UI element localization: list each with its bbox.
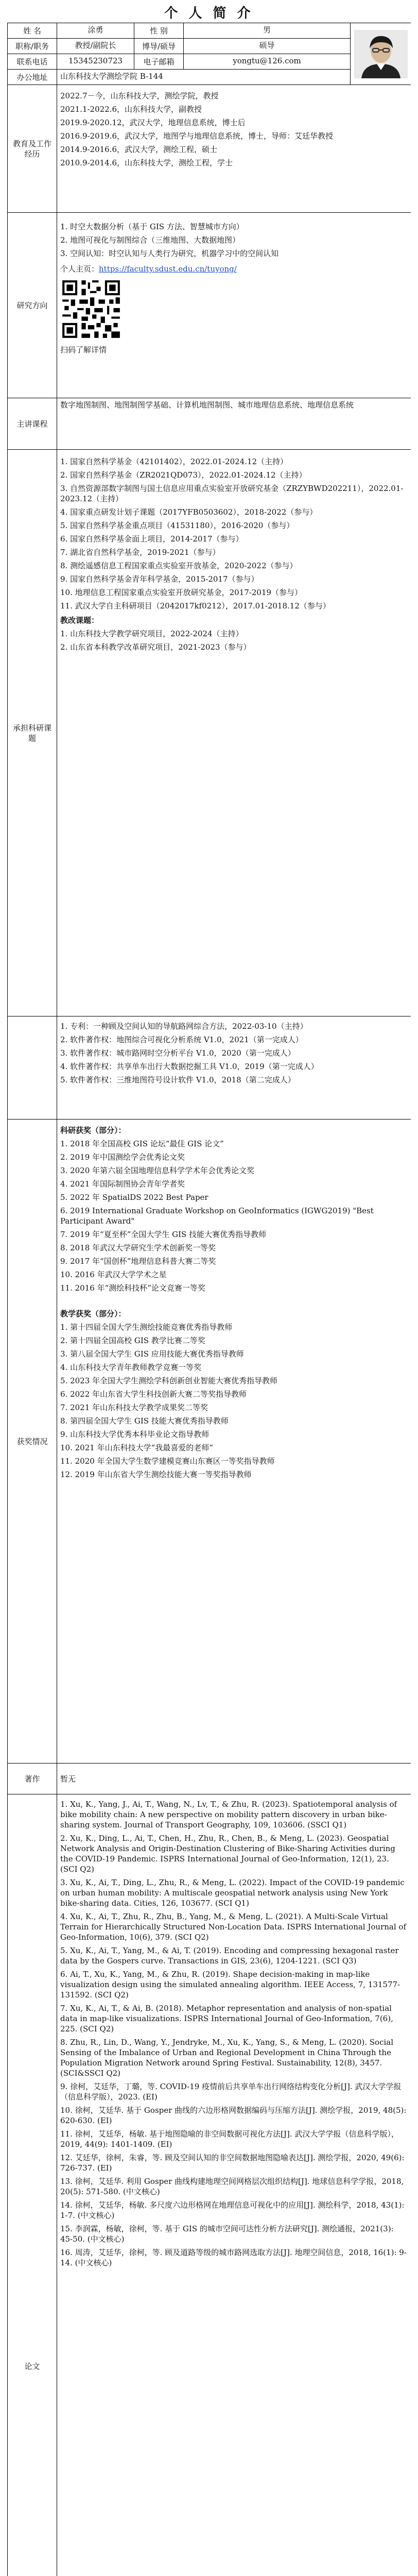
photo-cell <box>351 23 411 85</box>
paper-item: 7. Xu, K., Ai, T., & Ai, B. (2018). Metaphor representation and analysis of non-spatial data in map-like visualizations. ISPRS International Journal of Geo-Information, 7(6), 225. (SCI Q2) <box>60 2004 393 2033</box>
education-item: 2019.9-2020.12，武汉大学，地理信息系统，博士后 <box>60 118 246 127</box>
courses-content: 数字地图制图、地图制图学基础、计算机地图制图、城市地理信息系统、地理信息系统 <box>57 398 411 450</box>
teaching-award-item: 2. 第十四届全国高校 GIS 教学比赛二等奖 <box>60 1336 205 1345</box>
research-content <box>57 213 411 398</box>
project-item: 8. 测绘遥感信息工程国家重点实验室开放基金，2020-2022（参与） <box>60 561 298 570</box>
homepage-prefix: 个人主页： <box>60 264 99 274</box>
teaching-award-item: 6. 2022 年山东省大学生科技创新大赛二等奖指导教师 <box>60 1389 247 1399</box>
person-portrait-icon <box>354 30 408 78</box>
project-item: 2. 国家自然科学基金（ZR2021QD073），2022.01-2024.12（主持） <box>60 470 307 480</box>
research-award-item: 1. 2018 年全国高校 GIS 论坛“最佳 GIS 论文” <box>60 1139 224 1148</box>
education-item: 2010.9-2014.6，山东科技大学，测绘工程，学士 <box>60 158 233 167</box>
paper-item: 3. Xu, K., Ai, T., Ding, L., Zhu, R., & Meng, L. (2022). Impact of the COVID-19 pandemic on urban human mobility: A multiscale geospatial network analysis using New York bike-sharing data. Cities, 126, 103677. (SCI Q1) <box>60 1878 405 1908</box>
degree-label: 博导/硕导 <box>134 39 184 54</box>
ip-item: 4. 软件著作权：共享单车出行大数据挖掘工具 V1.0，2019（第一完成人） <box>60 1062 319 1071</box>
homepage-link[interactable]: https://faculty.sdust.edu.cn/tuyong/ <box>99 264 237 274</box>
project-item: 6. 国家自然科学基金面上项目，2014-2017（参与） <box>60 534 243 544</box>
project-item: 1. 国家自然科学基金（42101402），2022.01-2024.12（主持） <box>60 457 288 466</box>
research-awards-subtitle: 科研获奖（部分）： <box>60 1126 126 1135</box>
paper-item: 10. 徐柯，艾廷华. 基于 Gosper 曲线的六边形格网数据编码与压缩方法[J]. 测绘学报，2019, 48(5): 620-630. (EI) <box>60 2106 407 2125</box>
project-item: 5. 国家自然科学基金重点项目（41531180），2016-2020（参与） <box>60 521 294 530</box>
title-value: 教授/副院长 <box>57 39 134 54</box>
paper-item: 1. Xu, K., Yang, J., Ai, T., Wang, N., Lv, T., & Zhu, R. (2023). Spatiotemporal analysis of bike mobility chain: A new perspective on mobility pattern discovery in urban bike-sharing system. Journal of Transport Geography, 109, 103606. (SSCI Q1) <box>60 1800 397 1829</box>
paper-item: 2. Xu, K., Ding, L., Ai, T., Chen, H., Zhu, R., Chen, B., & Meng, L. (2023). Geospatial Network Analysis and Origin-Destination Clustering of Bike-Sharing Activities during the COVID-19 Pandemic. ISPRS International Journal of Geo-Information, 12(1), 23. (SCI Q2) <box>60 1834 395 1874</box>
paper-item: 4. Xu, K., Ai, T., Zhu, R., Zhu, B., Yang, M., & Meng, L. (2021). A Multi-Scale Virtual Terrain for Hierarchically Structured Non-Location Data. ISPRS International Journal of Geo-Information, 10(6), 379. (SCI Q2) <box>60 1912 406 1942</box>
teaching-award-item: 7. 2021 年山东科技大学教学成果奖二等奖 <box>60 1403 208 1412</box>
document-title: 个 人 简 介 <box>164 6 254 21</box>
awards-content <box>57 1120 411 1764</box>
degree-value: 硕导 <box>184 39 351 54</box>
teaching-award-item: 11. 2020 年全国大学生数学建模竞赛山东赛区一等奖指导教师 <box>60 1456 275 1466</box>
teaching-award-item: 1. 第十四届全国大学生测绘技能竞赛优秀指导教师 <box>60 1323 233 1332</box>
project-item: 9. 国家自然科学基金青年科学基金，2015-2017（参与） <box>60 574 259 584</box>
research-award-item: 3. 2020 年第六届全国地理信息科学学术年会优秀论文奖 <box>60 1166 255 1175</box>
project-item: 3. 自然资源部数字制图与国土信息应用重点实验室开放研究基金（ZRZYBWD202211），2022.01-2023.12（主持） <box>60 484 404 503</box>
phone-value: 15345230723 <box>57 54 134 70</box>
project-item: 11. 武汉大学自主科研项目（2042017kf0212），2017.01-2018.12（参与） <box>60 601 330 611</box>
name-label: 姓 名 <box>8 23 57 39</box>
phone-label: 联系电话 <box>8 54 57 70</box>
education-item: 2016.9-2019.6，武汉大学，地图学与地理信息系统，博士，导师：艾廷华教授 <box>60 131 334 141</box>
title-label: 职称/职务 <box>8 39 57 54</box>
awards-label: 获奖情况 <box>8 1120 57 1764</box>
patents-soft-label <box>8 1016 57 1120</box>
research-award-item: 11. 2016 年“测绘科技杯”论文竞赛一等奖 <box>60 1283 205 1293</box>
paper-item: 16. 周涛，艾廷华，徐柯，等. 顾及道路等级的城市路网选取方法[J]. 地理空间信息，2018, 16(1): 9-14. (中文核心) <box>60 2248 407 2267</box>
resume-page <box>7 4 411 2576</box>
email-value[interactable]: yongtu@126.com <box>184 54 351 70</box>
paper-item: 12. 艾廷华，徐柯，朱睿，等. 顾及空间认知的非空间数据地图隐喻表达[J]. 测绘学报，2020, 49(6): 726-737. (EI) <box>60 2153 405 2173</box>
edu-project-item: 1. 山东科技大学教学研究项目，2022-2024（主持） <box>60 629 243 638</box>
research-award-item: 8. 2018 年武汉大学研究生学术创新奖一等奖 <box>60 1243 216 1252</box>
teaching-award-item: 4. 山东科技大学青年教师教学竞赛一等奖 <box>60 1363 202 1372</box>
office-value: 山东科技大学测绘学院 B-144 <box>57 70 351 85</box>
education-label: 教育及工作经历 <box>8 85 57 213</box>
teaching-award-item: 12. 2019 年山东省大学生测绘技能大赛一等奖指导教师 <box>60 1470 252 1479</box>
courses-label: 主讲课程 <box>8 398 57 450</box>
paper-item: 9. 徐柯，艾廷华，丁璐，等. COVID-19 疫情前后共享单车出行网络结构变化分析[J]. 武汉大学学报（信息科学版），2023. (EI) <box>60 2082 402 2102</box>
projects-content <box>57 450 411 1016</box>
research-item: 2. 地图可视化与制图综合（三维地图、大数据地图） <box>60 235 240 245</box>
research-award-item: 4. 2021 年国际制图协会青年学者奖 <box>60 1179 185 1189</box>
papers-content <box>57 1794 411 2576</box>
project-item: 7. 湖北省自然科学基金，2019-2021（参与） <box>60 548 220 557</box>
paper-item: 5. Xu, K., Ai, T., Yang, M., & Ai, T. (2019). Encoding and compressing hexagonal raster data by the Gospers curve. Transactions in GIS, 23(6), 1204-1221. (SCI Q3) <box>60 1946 399 1965</box>
education-item: 2014.9-2016.6，武汉大学，测绘工程，硕士 <box>60 145 218 154</box>
paper-item: 6. Ai, T., Xu, K., Yang, M., & Zhu, R. (2019). Shape decision-making in map-like visualization design using the simulated annealing algorithm. IEEE Access, 7, 131577-131592. (SCI Q2) <box>60 1970 400 1999</box>
qr-caption: 扫码了解详情 <box>60 345 107 354</box>
teaching-award-item: 10. 2021 年山东科技大学“我最喜爱的老师” <box>60 1443 213 1452</box>
education-item: 2022.7－今，山东科技大学，测绘学院，教授 <box>60 91 219 100</box>
paper-item: 8. Zhu, R., Lin, D., Wang, Y., Jendryke, M., Xu, K., Yang, S., & Meng, L. (2020). Social Sensing of the Imbalance of Urban and Regional Development in China Through the Population Migration Network around Spring Festival. Sustainability, 12(8), 3457. (SCI&SSCI Q2) <box>60 2038 394 2078</box>
edu-projects-subtitle: 教改课题： <box>60 616 99 625</box>
project-item: 4. 国家重点研发计划子课题（2017YFB0503602），2018-2022（参与） <box>60 507 318 517</box>
books-label: 著作 <box>8 1764 57 1794</box>
research-item: 1. 时空大数据分析（基于 GIS 方法、智慧城市方向） <box>60 222 244 231</box>
teaching-award-item: 8. 第四届全国大学生 GIS 技能大赛优秀指导教师 <box>60 1416 229 1426</box>
paper-item: 14. 徐柯，艾廷华，杨敏. 多尺度六边形格网在地理信息可视化中的应用[J]. 测绘科学，2018, 43(1): 1-7. (中文核心) <box>60 2200 405 2220</box>
paper-item: 13. 徐柯，艾廷华. 利用 Gosper 曲线构建地理空间网格层次组织结构[J]. 地球信息科学学报，2018, 20(5): 571-580. (中文核心) <box>60 2177 404 2196</box>
education-item: 2021.1-2022.6，山东科技大学，副教授 <box>60 105 202 114</box>
research-award-item: 9. 2017 年“国创杯”地理信息科普大赛二等奖 <box>60 1257 216 1266</box>
office-label: 办公地址 <box>8 70 57 85</box>
profile-table <box>7 23 411 2576</box>
patents-soft-content <box>57 1016 411 1120</box>
ip-item: 3. 软件著作权：城市路网时空分析平台 V1.0，2020（第一完成人） <box>60 1048 295 1058</box>
name-value: 涂勇 <box>57 23 134 39</box>
research-item: 3. 空间认知：时空认知与人类行为研究，机器学习中的空间认知 <box>60 249 279 258</box>
profile-photo <box>354 30 408 78</box>
email-label: 电子邮箱 <box>134 54 184 70</box>
education-content <box>57 85 411 213</box>
research-award-item: 5. 2022 年 SpatialDS 2022 Best Paper <box>60 1193 208 1202</box>
gender-label: 性 别 <box>134 23 184 39</box>
ip-item: 5. 软件著作权：三维地图符号设计软件 V1.0，2018（第二完成人） <box>60 1075 295 1084</box>
books-content: 暂无 <box>57 1764 411 1794</box>
research-award-item: 2. 2019 年中国测绘学会优秀论文奖 <box>60 1153 185 1162</box>
teaching-award-item: 3. 第八届全国大学生 GIS 应用技能大赛优秀指导教师 <box>60 1349 244 1359</box>
gender-value: 男 <box>184 23 351 39</box>
paper-item: 11. 徐柯，艾廷华，杨敏. 基于地图隐喻的非空间数据可视化方法[J]. 武汉大学学报（信息科学版），2019, 44(9): 1401-1409. (EI) <box>60 2129 399 2149</box>
research-label: 研究方向 <box>8 213 57 398</box>
qr-code-icon[interactable] <box>60 278 122 340</box>
paper-item: 15. 李润霖，杨敏，徐柯，等. 基于 GIS 的城市空间可达性分析方法研究[J]. 测绘通报，2021(3): 45-50. (中文核心) <box>60 2224 394 2244</box>
research-award-item: 7. 2019 年“夏至杯”全国大学生 GIS 技能大赛优秀指导教师 <box>60 1230 267 1239</box>
research-award-item: 6. 2019 International Graduate Workshop on GeoInformatics (IGWG2019) "Best Participant Award" <box>60 1206 374 1226</box>
teaching-awards-subtitle: 教学获奖（部分）： <box>60 1309 126 1318</box>
projects-label: 承担科研课题 <box>8 450 57 1016</box>
ip-item: 2. 软件著作权：地图综合可视化分析系统 V1.0，2021（第一完成人） <box>60 1035 303 1044</box>
ip-item: 1. 专利：一种顾及空间认知的导航路网综合方法，2022-03-10（主持） <box>60 1022 308 1031</box>
homepage-line <box>60 264 408 274</box>
papers-label: 论文 <box>8 1794 57 2576</box>
research-award-item: 10. 2016 年武汉大学学术之星 <box>60 1270 167 1279</box>
teaching-award-item: 5. 2023 年全国大学生测绘学科创新创业智能大赛优秀指导教师 <box>60 1376 278 1385</box>
edu-project-item: 2. 山东省本科教学改革研究项目，2021-2023（参与） <box>60 642 251 652</box>
project-item: 10. 地理信息工程国家重点实验室开放研究基金，2017-2019（参与） <box>60 588 303 597</box>
teaching-award-item: 9. 山东科技大学优秀本科毕业论文指导教师 <box>60 1430 210 1439</box>
